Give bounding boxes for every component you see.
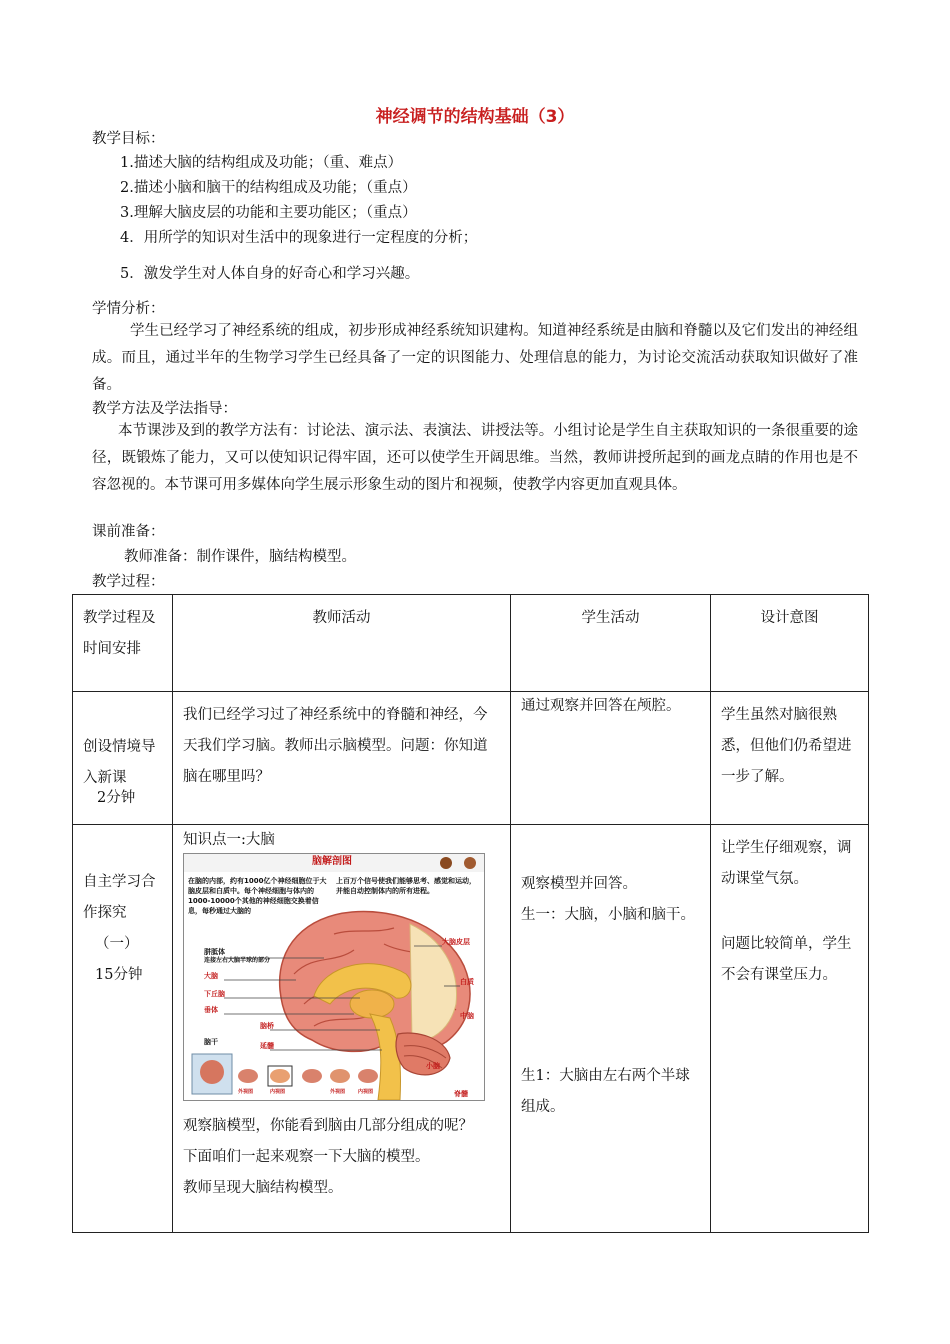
label-pons: 脑桥: [260, 1022, 274, 1030]
thumb-label: 外视图: [238, 1089, 254, 1095]
header-stage: 教学过程及时间安排: [83, 610, 156, 657]
thumb-label: 内视图: [270, 1089, 286, 1095]
design-intent: 问题比较简单，学生不会有课堂压力。: [721, 936, 852, 983]
student-activity: 通过观察并回答在颅腔。: [521, 698, 681, 714]
figure-title: 脑解剖图: [312, 856, 352, 867]
goal-item: 5．激发学生对人体自身的好奇心和学习兴趣。: [120, 266, 420, 282]
page-title: 神经调节的结构基础（3）: [375, 107, 575, 127]
teacher-line: 教师呈现大脑结构模型。: [183, 1180, 343, 1196]
label-cerebellum: 小脑: [426, 1062, 440, 1070]
analysis-text: 学生已经学习了神经系统的组成，初步形成神经系统知识建构。知道神经系统是由脑和脊髓以及它们发出的神经组成。而且，通过半年的生物学习学生已经具备了一定的识图能力、处理信息的能力，为讨论交流活动获取知识做好了准备。: [92, 323, 858, 393]
goal-item: 2.描述小脑和脑干的结构组成及功能；（重点）: [120, 180, 417, 196]
stage-time: 15分钟: [95, 967, 143, 983]
label-spinal-cord: 脊髓: [454, 1090, 468, 1098]
table-row: [73, 692, 869, 825]
label-cerebrum: 大脑: [204, 972, 218, 980]
methods-heading: 教学方法及学法指导：: [92, 401, 237, 417]
label-hypothalamus: 下丘脑: [204, 990, 225, 998]
methods-text: 本节课涉及到的教学方法有：讨论法、演示法、表演法、讲授法等。小组讨论是学生自主获取知识的一条很重要的途径，既锻炼了能力，又可以使知识记得牢固，还可以使学生开阔思维。当然，教师讲授所起到的画龙点睛的作用也是不容忽视的。本节课可用多媒体向学生展示形象生动的图片和视频，使教学内容更加直观具体。: [92, 423, 858, 493]
header-intent: 设计意图: [760, 610, 819, 626]
label-pituitary: 垂体: [204, 1006, 218, 1014]
label-midbrain: 中脑: [460, 1012, 474, 1020]
prep-heading: 课前准备：: [92, 524, 165, 540]
student-answer: 观察模型并回答。: [521, 876, 637, 892]
teacher-line: 下面咱们一起来观察一下大脑的模型。: [183, 1149, 430, 1165]
knowledge-point: 知识点一:大脑: [183, 832, 275, 848]
figure-intro-right: 上百万个信号使我们能够思考、感觉和运动，并能自动控制体内的所有进程。: [336, 877, 476, 895]
stage-time: 2分钟: [97, 790, 136, 806]
student-answer: 生一：大脑，小脑和脑干。: [521, 907, 695, 923]
prep-text: 教师准备：制作课件，脑结构模型。: [124, 549, 356, 565]
brain-figure: [183, 853, 485, 1101]
label-cortex: 大脑皮层: [442, 938, 470, 946]
goal-item: 4．用所学的知识对生活中的现象进行一定程度的分析；: [120, 230, 478, 246]
teacher-question: 观察脑模型，你能看到脑由几部分组成的呢？: [183, 1118, 473, 1134]
design-intent: 让学生仔细观察，调动课堂气氛。: [721, 840, 852, 887]
goals-heading: 教学目标：: [92, 131, 165, 147]
process-heading: 教学过程：: [92, 574, 165, 590]
design-intent: 学生虽然对脑很熟悉，但他们仍希望进一步了解。: [721, 707, 852, 785]
goal-item: 1.描述大脑的结构组成及功能；（重、难点）: [120, 155, 403, 171]
process-table: [72, 594, 869, 1233]
label-corpus: 胼胝体: [204, 948, 225, 956]
analysis-heading: 学情分析：: [92, 301, 165, 317]
label-white-matter: 白质: [460, 978, 474, 986]
label-medulla: 延髓: [260, 1042, 274, 1050]
figure-intro-left: 在脑的内部，约有1000亿个神经细胞位于大脑皮层和白质中。每个神经细胞与体内的1000-10000个其他的神经细胞交换着信息，每秒通过大脑的: [188, 877, 327, 915]
thumb-label: 内视图: [358, 1089, 374, 1095]
table-row: [73, 825, 869, 1233]
teacher-activity: 我们已经学习过了神经系统中的脊髓和神经，今天我们学习脑。教师出示脑模型。问题：你知道脑在哪里吗？: [183, 707, 488, 785]
stage-name: 创设情境导入新课: [83, 739, 156, 786]
label-corpus-desc: 连接左右大脑半球的部分: [204, 957, 271, 964]
header-student: 学生活动: [581, 610, 640, 626]
student-answer: 生1：大脑由左右两个半球组成。: [521, 1068, 690, 1115]
goal-item: 3.理解大脑皮层的功能和主要功能区；（重点）: [120, 205, 417, 221]
header-teacher: 教师活动: [312, 610, 371, 626]
stage-name: 自主学习合作探究: [83, 874, 156, 921]
thumb-label: 外视图: [330, 1089, 346, 1095]
table-header-row: [73, 595, 869, 692]
stage-sub: （一）: [95, 936, 139, 952]
label-brainstem: 脑干: [204, 1038, 218, 1046]
